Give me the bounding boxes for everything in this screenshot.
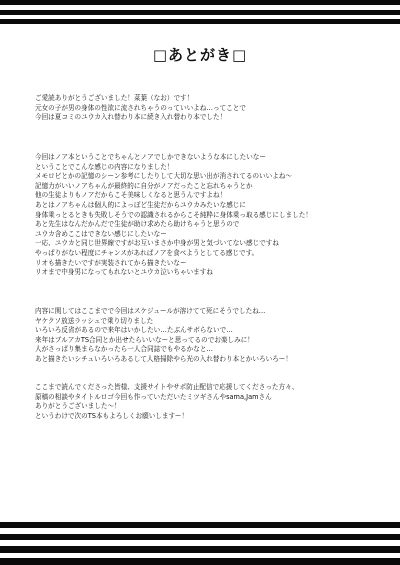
text-line: ということでこんな感じの内容になりました！: [35, 162, 174, 171]
text-line: 身体乗っとるときも失敗しそうでの認識されるからこそ純粋に身体乗っ取る感じにしました！: [35, 210, 312, 219]
paragraph-story: [35, 153, 375, 278]
text-line: やっぱりがない程度にチャンスがあればノアを食べようとしてる感じです。: [35, 248, 259, 257]
text-line: 一応、ユウカと同じ世界線ですがお互いまさか中身が男と気づいてない感じですね: [35, 239, 279, 248]
text-line: ユウカ含めここはできない感じにしたいなー: [35, 229, 167, 238]
bottom-stripe-4: [0, 558, 400, 565]
text-line: リオまで中身男になってもれないとユウカ泣いちゃいますね: [35, 268, 213, 277]
top-stripe-2: [0, 10, 400, 15]
text-line: というわけで次のTS本もよろしくお願いしますー！: [35, 411, 189, 420]
bottom-stripe-1: [0, 522, 400, 528]
text-line: 元女の子が男の身体の性欲に流されちゃうのっていいよね…ってことで: [35, 103, 246, 112]
text-line: ここまで読んでくださった皆様、支援サイトやサポ防止配信で応援してくださった方々、: [35, 383, 299, 391]
paragraph-thanks: [35, 383, 375, 421]
text-line: あとはノアちゃんは個人的によっぽど生徒だからユウカみたいな感じに: [35, 200, 246, 209]
top-stripe-1: [0, 0, 400, 5]
text-line: 人がさっぱり集まらなかったら一人合同誌でもやるかなと…: [35, 345, 214, 354]
top-stripe-3: [0, 19, 400, 24]
text-line: リオも描きたいですが実装されてから描きたいなー: [35, 258, 187, 267]
text-line: あと描きたいシチュいろいろあるして人格掃除やら光の入れ替わり本とかいろいろー！: [35, 354, 292, 363]
text-line: メモロビとかの記憶のシーン参考にしたりして大切な思い出が消されてるのいいよね〜: [35, 172, 293, 181]
bottom-stripe-3: [0, 546, 400, 553]
text-line: ご愛読ありがとうございました！菜葉（なお）です！: [35, 94, 194, 102]
bottom-stripe-2: [0, 534, 400, 540]
text-line: ありがとうございました〜！: [35, 402, 121, 411]
paragraph-schedule: [35, 307, 375, 365]
text-line: 今回は夏コミのユウカ入れ替わり本に続き入れ替わり本でした！: [35, 113, 227, 122]
text-line: 来年はブルアカTS合同とか出せたらいいなーと思ってるのでお楽しみに！: [35, 335, 254, 344]
text-line: ヤケクソ放送ラッシュで乗り切りました: [35, 316, 154, 325]
text-line: 内容に関してはここまでで今回はスケジュールが溶けてて死にそうでしたね…: [35, 307, 266, 315]
page-title: □あとがき□: [152, 46, 248, 64]
text-line: 他の生徒よりもノアだからこそ美味しくなると思うんですよね！: [35, 191, 227, 200]
text-line: 記憶力がいいノアちゃんが最終的に自分がノアだったこと忘れちゃうとか: [35, 181, 253, 190]
text-line: 今回はノア本ということでちゃんとノアでしかできないような本にしたいなー: [35, 153, 266, 161]
paragraph-intro: [35, 94, 375, 123]
text-line: いろいろ反省があるので来年はいかしたい…たぶんサボらないで…: [35, 326, 233, 335]
text-line: あと先生はなんだかんだで生徒が助け求めたら助けちゃうと思うので: [35, 220, 240, 229]
text-line: 原稿の相談やタイトルロゴ今回も作っていただいたミツギさんやsama,Jamさん: [35, 392, 272, 401]
